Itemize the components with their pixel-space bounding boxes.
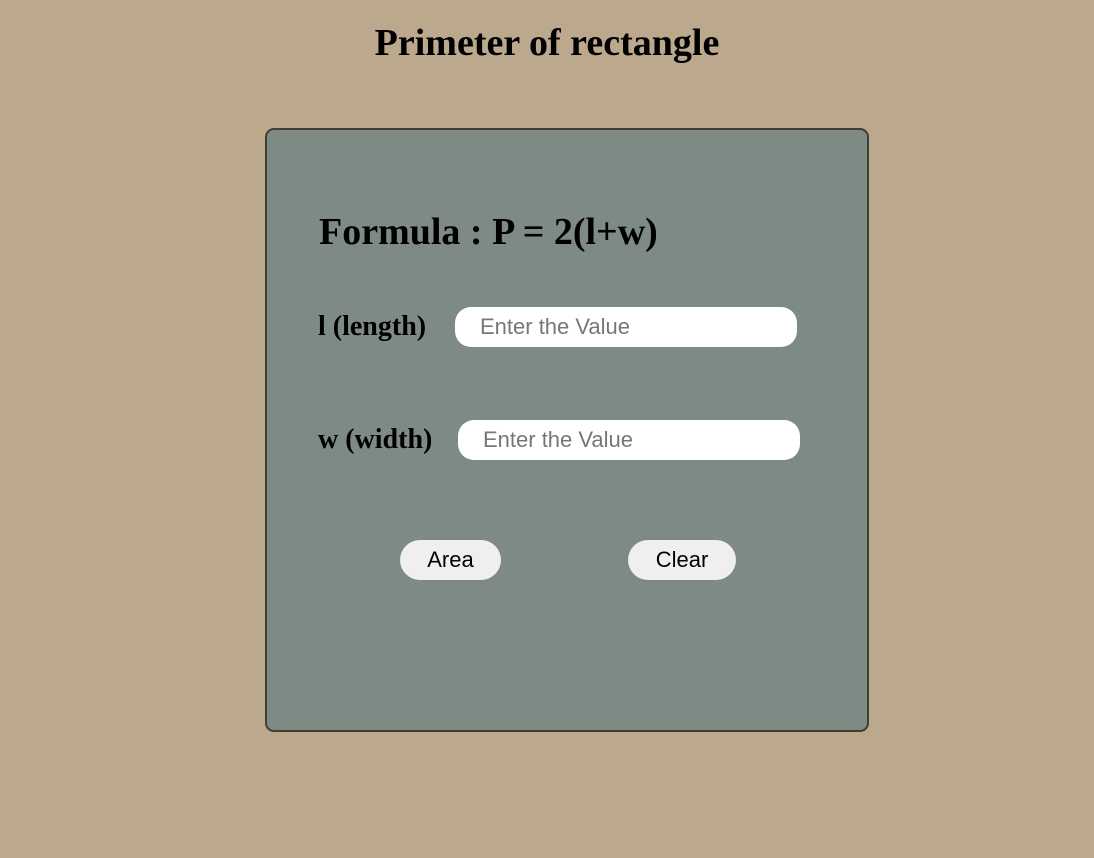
width-input[interactable] [458, 420, 800, 460]
area-button[interactable]: Area [400, 540, 501, 580]
length-label: l (length) [318, 311, 427, 342]
clear-button[interactable]: Clear [628, 540, 736, 580]
page-title: Primeter of rectangle [374, 22, 720, 64]
length-input[interactable] [455, 307, 797, 347]
width-label: w (width) [318, 424, 433, 455]
calculator-card [265, 128, 869, 732]
formula-heading: Formula : P = 2(l+w) [319, 211, 658, 253]
